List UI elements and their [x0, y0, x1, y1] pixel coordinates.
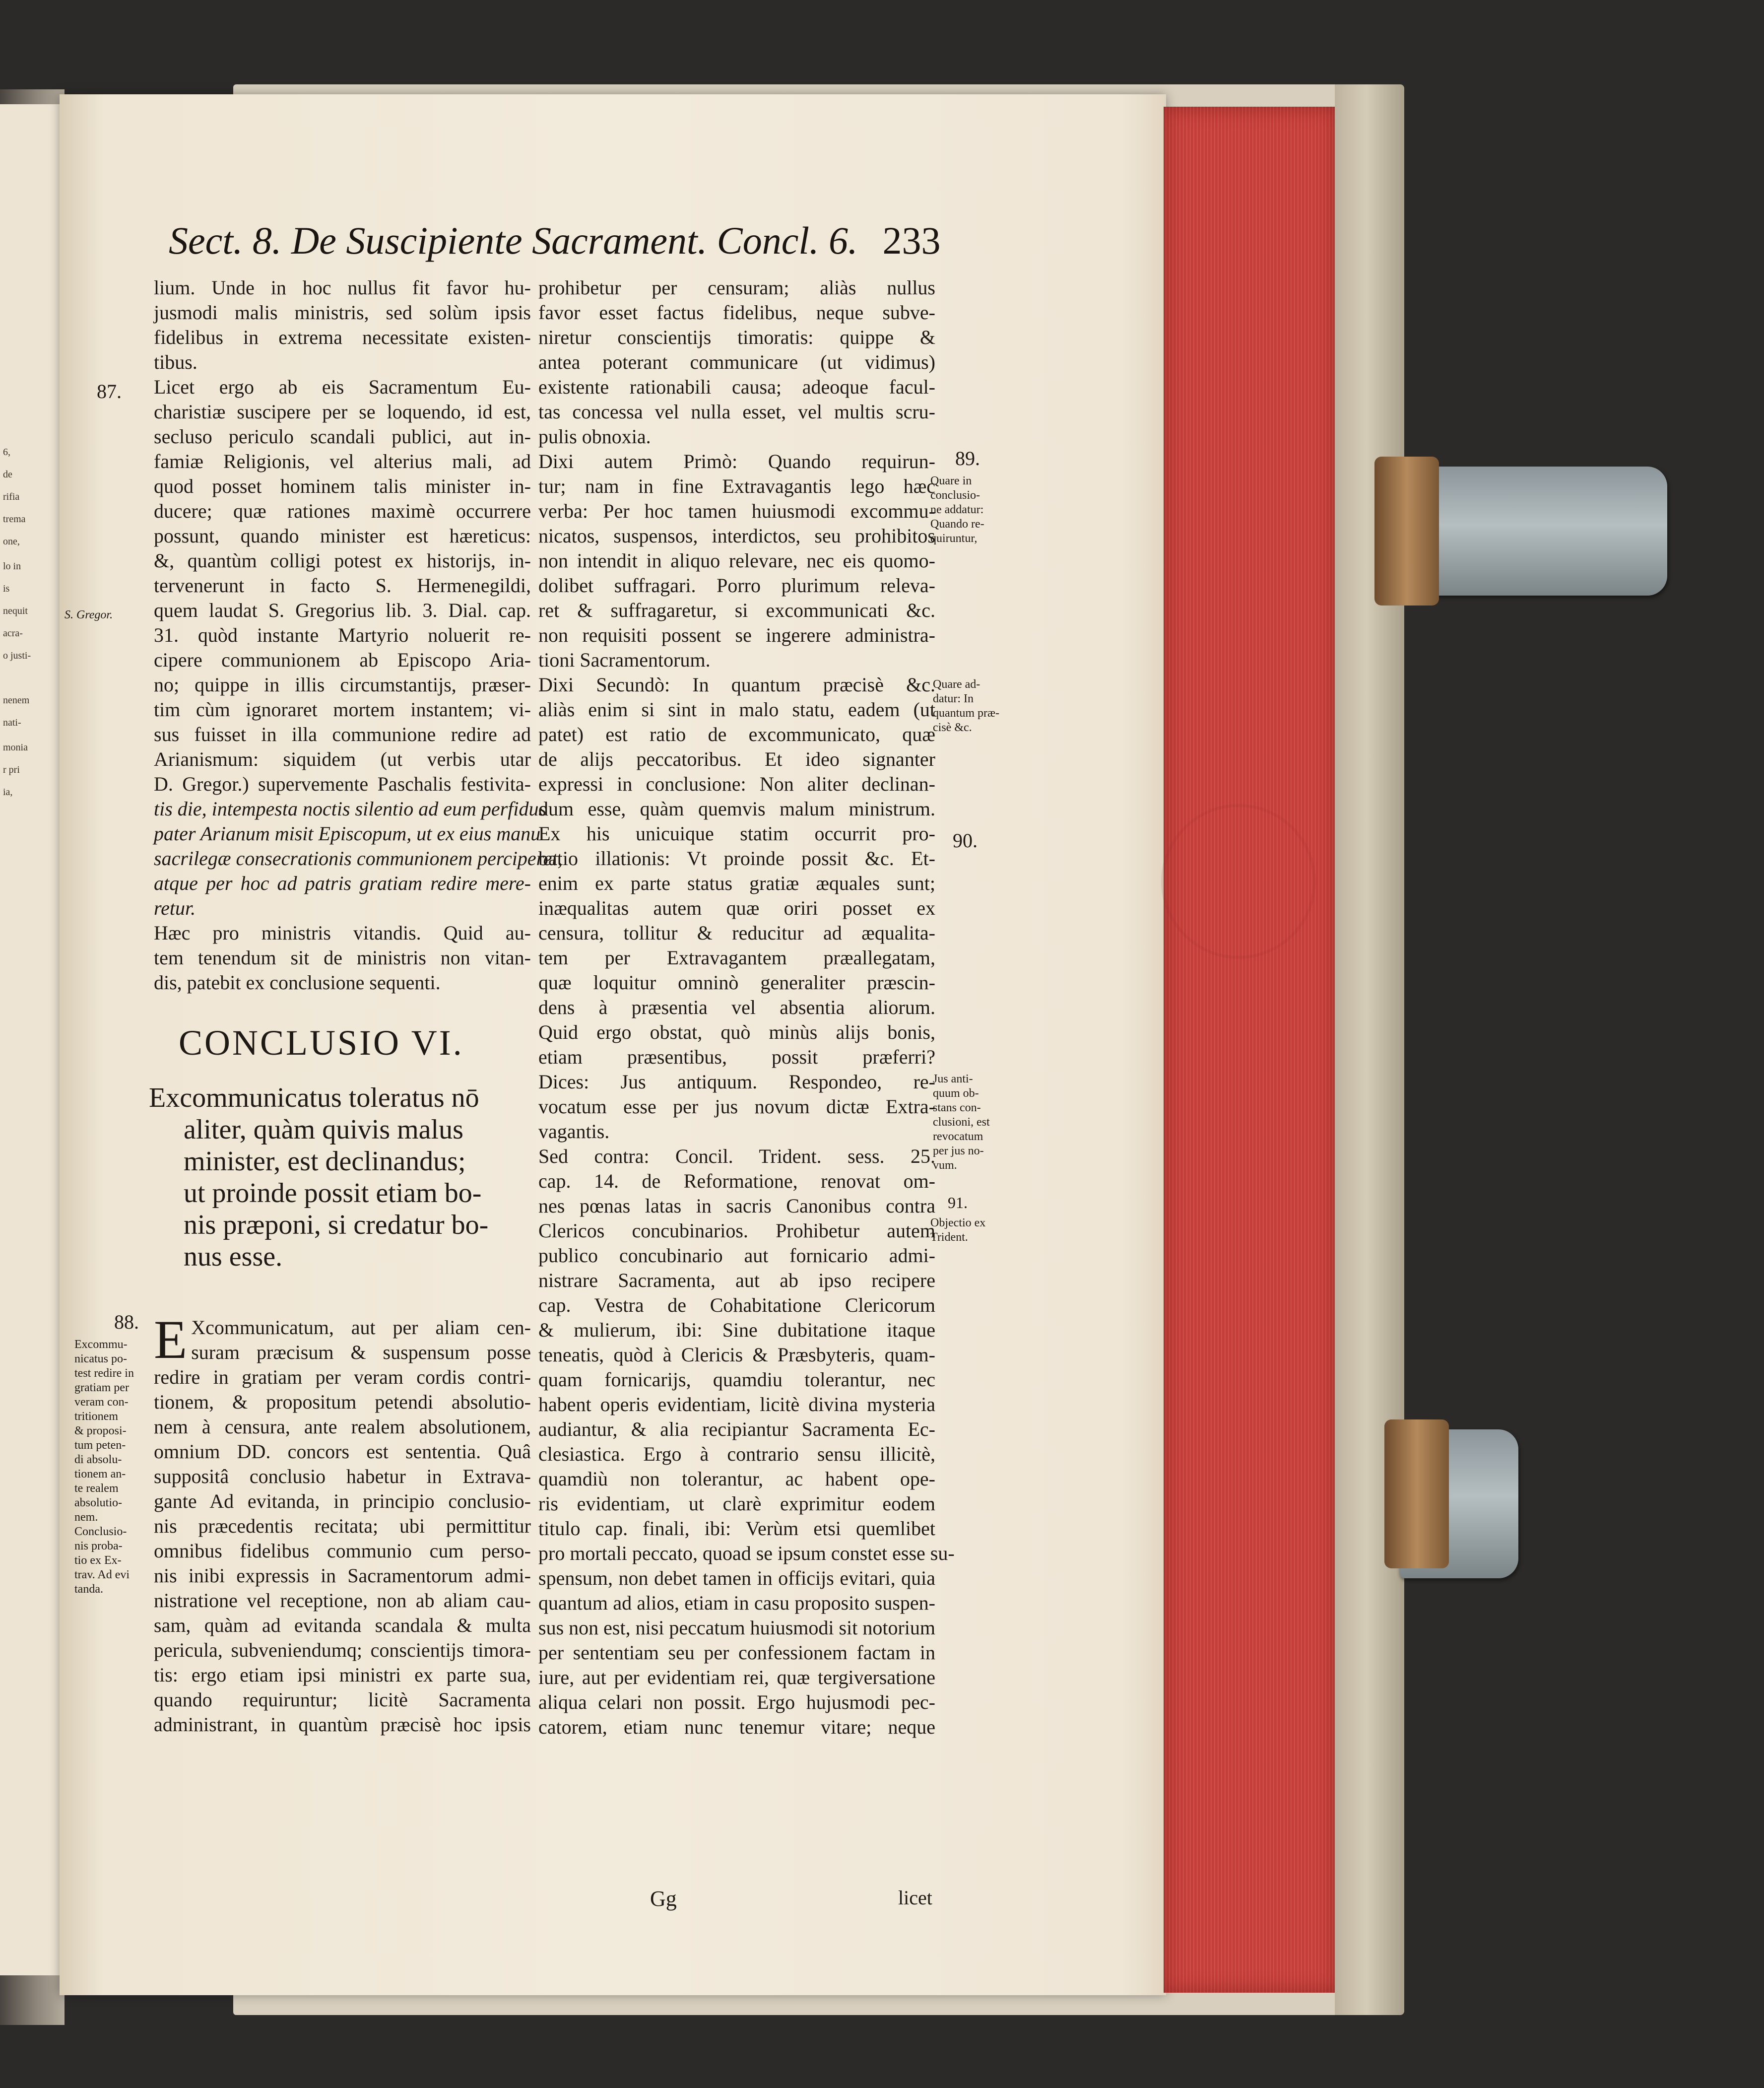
left-page-fragment-text: acra-: [3, 628, 23, 639]
text-line: audiantur, & alia recipiantur Sacramenta Ec-: [538, 1418, 935, 1440]
left-page-fragment-text: ia,: [3, 787, 13, 798]
left-column-bottom: [154, 1309, 531, 1737]
text-line: tem per Extravagantem præallegatam,: [538, 946, 935, 969]
text-line: tervenerunt in facto S. Hermenegildi,: [154, 574, 531, 597]
margin-note-line: quum ob-: [933, 1087, 979, 1100]
margin-note-89b: [933, 677, 1012, 735]
text-line: tis: ergo etiam ipsi ministri ex parte sua,: [154, 1664, 531, 1686]
margin-note-line: Conclusio-: [74, 1525, 127, 1538]
left-page-fragment-text: nequit: [3, 606, 28, 616]
text-line: nicatos, suspensos, interdictos, seu prohibitos: [538, 525, 935, 547]
left-page-fragment-text: r pri: [3, 764, 20, 775]
signature-mark: Gg: [650, 1886, 677, 1911]
margin-note-line: ne addatur:: [930, 503, 984, 516]
text-line: nistratione vel receptione, non ab aliam cau-: [154, 1589, 531, 1612]
margin-note-line: tum peten-: [74, 1439, 126, 1452]
text-line: per sententiam seu per confessionem factam in: [538, 1641, 935, 1664]
text-line: Licet ergo ab eis Sacramentum Eu-: [154, 376, 531, 398]
left-page-fragment-text: trema: [3, 514, 26, 525]
left-page-fragment-text: 6,: [3, 447, 10, 458]
red-page-edges: [1164, 107, 1337, 1993]
page-number: 233: [882, 219, 941, 262]
conclusion-line: minister, est declinandus;: [184, 1146, 466, 1177]
text-line: dens à præsentia vel absentia aliorum.: [538, 996, 935, 1018]
text-line: publico concubinario aut fornicario admi-: [538, 1244, 935, 1267]
margin-note-line: absolutio-: [74, 1496, 122, 1509]
text-line: quam fornicarijs, quamdiu tolerantur, nec: [538, 1368, 935, 1391]
text-line: prohibetur per censuram; aliàs nullus: [538, 276, 935, 299]
margin-note-line: tanda.: [74, 1583, 103, 1596]
text-line: secluso periculo scandali publici, aut in-: [154, 425, 531, 448]
text-line: inæqualitas autem quæ oriri posset ex: [538, 897, 935, 919]
margin-note-line: nem.: [74, 1511, 98, 1524]
text-line: censura, tollitur & reducitur ad æqualita-: [538, 922, 935, 944]
left-page-fragment-text: nati-: [3, 717, 21, 728]
text-line: gante Ad evitanda, in principio conclusio-: [154, 1490, 531, 1512]
margin-note-line: per jus no-: [933, 1145, 984, 1157]
text-line: quantum ad alios, etiam in casu proposito suspen-: [538, 1592, 935, 1614]
text-line: sam, quàm ad evitanda scandala & multa: [154, 1614, 531, 1636]
text-line: nistrare Sacramenta, aut ab ipso recipere: [538, 1269, 935, 1291]
left-page-fragment-text: lo in: [3, 561, 21, 572]
margin-note-line: quiruntur,: [930, 532, 978, 545]
conclusion-line: Excommunicatus toleratus nō: [149, 1082, 479, 1113]
conclusion-line: ut proinde possit etiam bo-: [184, 1178, 482, 1209]
left-column-top: [154, 275, 563, 995]
left-page-fragment-text: nenem: [3, 695, 30, 706]
text-line: existente rationabili causa; adeoque facul-: [538, 376, 935, 398]
margin-note-line: nis proba-: [74, 1540, 123, 1552]
margin-note-line: nicatus po-: [74, 1352, 127, 1365]
text-line: aliàs enim si sint in malo statu, eadem (ut: [538, 698, 935, 721]
margin-note-line: tritionem: [74, 1410, 118, 1423]
header-title: Sect. 8. De Suscipiente Sacrament. Concl. 6.: [169, 219, 858, 262]
text-line: catorem, etiam nunc tenemur vitare; neque: [538, 1716, 935, 1738]
text-line: tur; nam in fine Extravagantis lego hæc: [538, 475, 935, 497]
margin-note-line: vum.: [933, 1159, 957, 1172]
text-line: sacrilegæ consecrationis communionem perciperet,: [154, 847, 563, 870]
paragraph-number-89: 89.: [955, 447, 980, 470]
margin-note-line: Jus anti-: [933, 1073, 973, 1085]
text-line: lium. Unde in hoc nullus fit favor hu-: [154, 276, 531, 299]
text-line: pulis obnoxia.: [538, 425, 651, 448]
text-line: ducere; quæ rationes maximè occurrere: [154, 500, 531, 522]
text-line: tionem, & propositum petendi absolutio-: [154, 1391, 531, 1413]
left-page-fragment-text: o justi-: [3, 650, 31, 661]
paragraph-number-91: 91.: [948, 1194, 968, 1212]
margin-note-line: stans con-: [933, 1101, 981, 1114]
text-line: quem laudat S. Gregorius lib. 3. Dial. cap.: [154, 599, 531, 621]
left-page-fragment-text: is: [3, 583, 10, 594]
margin-note-line: di absolu-: [74, 1453, 122, 1466]
text-line: tas concessa vel nulla esset, vel multis scru-: [538, 401, 935, 423]
text-line: omnium DD. concors est sententia. Quâ: [154, 1440, 531, 1463]
text-line: Dixi autem Primò: Quando requirun-: [538, 450, 935, 472]
text-line: enim ex parte status gratiæ æquales sunt;: [538, 872, 935, 894]
text-line: Xcommunicatum, aut per aliam cen-: [191, 1316, 531, 1339]
text-line: retur.: [154, 897, 196, 919]
text-line: sus non est, nisi peccatum huiusmodi sit notorium: [538, 1617, 935, 1639]
text-line: nis inibi expressis in Sacramentorum admi-: [154, 1564, 531, 1587]
left-page-fragment-text: de: [3, 469, 12, 480]
margin-note-line: Objectio ex: [930, 1216, 986, 1229]
cover-edge-right: [1335, 84, 1404, 2015]
text-line: pater Arianum misit Episcopum, ut ex eius manu: [154, 822, 541, 845]
text-line: non intendit in aliquo relevare, nec eis quomo-: [538, 549, 935, 572]
text-line: &, quantùm colligi potest ex historijs, in-: [154, 549, 531, 572]
text-line: clesiastica. Ergo à contrario sensu illicitè,: [538, 1443, 935, 1465]
text-line: habent operis evidentiam, licitè divina mysteria: [538, 1393, 935, 1415]
conclusion-title: CONCLUSIO VI.: [179, 1023, 464, 1063]
margin-note-line: veram con-: [74, 1396, 129, 1409]
conclusion-line: aliter, quàm quivis malus: [184, 1114, 463, 1145]
margin-note-88: [74, 1338, 154, 1597]
text-line: patet) est ratio de excommunicato, quæ: [538, 723, 935, 745]
text-line: nes pœnas latas in sacris Canonibus contra: [538, 1195, 935, 1217]
text-line: spensum, non debet tamen in officijs evitari, quia: [538, 1567, 935, 1589]
text-line: quod posset hominem talis minister in-: [154, 475, 531, 497]
text-line: suppositâ conclusio habetur in Extrava-: [154, 1465, 531, 1487]
left-page-fragment: [0, 104, 60, 1975]
margin-note-line: te realem: [74, 1482, 119, 1495]
text-line: quando requiruntur; licitè Sacramenta: [154, 1688, 531, 1711]
text-line: possunt, quando minister est hæreticus:: [154, 525, 531, 547]
text-line: cap. Vestra de Cohabitatione Clericorum: [538, 1294, 935, 1316]
text-line: teneatis, quòd à Clericis & Præsbyteris, quam-: [538, 1344, 935, 1366]
text-line: Dixi Secundò: In quantum præcisè &c.: [538, 674, 935, 696]
text-line: pro mortali peccato, quoad se ipsum constet esse su-: [538, 1542, 955, 1564]
text-line: favor esset factus fidelibus, neque subve-: [538, 301, 935, 324]
margin-note-90: [933, 1072, 1012, 1173]
text-line: batio illationis: Vt proinde possit &c. Et-: [538, 847, 935, 870]
margin-note-line: tio ex Ex-: [74, 1554, 122, 1567]
text-line: charistiæ suscipere per se loquendo, id est,: [154, 401, 531, 423]
text-line: vagantis.: [538, 1120, 610, 1143]
margin-note-line: datur: In: [933, 692, 974, 705]
text-line: Arianismum: siquidem (ut verbis utar: [154, 748, 531, 770]
text-line: jusmodi malis ministris, sed solùm ipsis: [154, 301, 531, 324]
text-line: administrant, in quantùm præcisè hoc ipsis: [154, 1713, 531, 1736]
drop-cap: E: [154, 1309, 188, 1370]
margin-note-line: quantum præ-: [933, 707, 999, 720]
text-line: fidelibus in extrema necessitate existen-: [154, 326, 531, 348]
running-header: [169, 218, 941, 263]
text-line: Quid ergo obstat, quò minùs alijs bonis,: [538, 1021, 935, 1043]
text-line: iure, aut per evidentiam rei, quæ tergiversatione: [538, 1666, 935, 1688]
text-line: sus fuisset in illa communione redire ad: [154, 723, 531, 745]
text-line: pericula, subveniendumq; conscientijs timora-: [154, 1639, 531, 1661]
text-line: omnibus fidelibus communio cum perso-: [154, 1540, 531, 1562]
text-line: Clericos concubinarios. Prohibetur autem: [538, 1219, 935, 1242]
text-line: antea poterant communicare (ut vidimus): [538, 351, 935, 373]
text-line: Dices: Jus antiquum. Respondeo, re-: [538, 1071, 935, 1093]
left-page-fragment-text: monia: [3, 742, 28, 753]
conclusion-line: nus esse.: [184, 1241, 283, 1272]
conclusion-statement: [149, 1082, 531, 1273]
margin-note-line: conclusio-: [930, 489, 980, 502]
margin-note-line: Quare in: [930, 474, 972, 487]
margin-note-line: & proposi-: [74, 1424, 127, 1437]
text-line: expressi in conclusione: Non aliter declinan-: [538, 773, 935, 795]
text-line: titulo cap. finali, ibi: Verùm etsi quemlibet: [538, 1517, 935, 1540]
paragraph-number-88: 88.: [114, 1311, 139, 1333]
text-line: tis die, intempesta noctis silentio ad eum perfidus: [154, 798, 547, 820]
catchword: licet: [898, 1886, 932, 1909]
text-line: tem tenendum sit de ministris non vitan-: [154, 946, 531, 969]
text-line: cipere communionem ab Episcopo Aria-: [154, 649, 531, 671]
text-line: & mulierum, ibi: Sine dubitatione itaque: [538, 1319, 935, 1341]
conclusion-line: nis præponi, si credatur bo-: [184, 1210, 489, 1240]
metal-clasp-bottom: [1399, 1429, 1518, 1578]
margin-note-line: tionem an-: [74, 1468, 126, 1481]
text-line: de alijs peccatoribus. Et ideo signanter: [538, 748, 935, 770]
text-line: suram præcisum & suspensum posse: [191, 1341, 531, 1363]
margin-note-line: revocatum: [933, 1130, 983, 1143]
margin-note-89: [930, 474, 1010, 546]
text-line: tim cùm ignoraret mortem instantem; vi-: [154, 698, 531, 721]
library-stamp-ghost: [1161, 804, 1316, 959]
text-line: tioni Sacramentorum.: [538, 649, 711, 671]
text-line: non requisiti possent se ingerere administra-: [538, 624, 935, 646]
metal-clasp-top: [1389, 467, 1667, 596]
left-page-fragment-text: rifia: [3, 491, 20, 502]
text-line: Hæc pro ministris vitandis. Quid au-: [154, 922, 531, 944]
text-line: redire in gratiam per veram cordis contri-: [154, 1366, 531, 1388]
text-line: Ex his unicuique statim occurrit pro-: [538, 822, 935, 845]
text-line: quamdiù non tolerantur, ac habent ope-: [538, 1468, 935, 1490]
text-line: verba: Per hoc tamen huiusmodi excommu-: [538, 500, 935, 522]
text-line: D. Gregor.) supervemente Paschalis festivita-: [154, 773, 531, 795]
text-line: tibus.: [154, 351, 197, 373]
margin-note-line: clusioni, est: [933, 1116, 990, 1129]
margin-note-line: cisè &c.: [933, 721, 972, 734]
text-line: atque per hoc ad patris gratiam redire mere-: [154, 872, 531, 894]
text-line: ris evidentiam, ut clarè exprimitur eodem: [538, 1492, 935, 1515]
text-line: dis, patebit ex conclusione sequenti.: [154, 971, 441, 994]
paragraph-number-87: 87.: [97, 380, 122, 403]
text-line: quæ loquitur omninò generaliter præscin-: [538, 971, 935, 994]
text-line: niretur conscientijs timoratis: quippe &: [538, 326, 935, 348]
paragraph-number-90: 90.: [953, 829, 978, 852]
margin-note-91: [930, 1216, 1010, 1245]
text-line: ret & suffragaretur, si excommunicati &c.: [538, 599, 935, 621]
text-line: dolibet suffragari. Porro plurimum releva-: [538, 574, 935, 597]
margin-note-line: Quando re-: [930, 518, 984, 531]
text-line: etiam præsentibus, possit præferri?: [538, 1046, 935, 1068]
margin-note-line: gratiam per: [74, 1381, 129, 1394]
margin-note-line: Trident.: [930, 1231, 968, 1244]
text-line: Sed contra: Concil. Trident. sess. 25.: [538, 1145, 935, 1167]
text-line: aliqua celari non possit. Ergo hujusmodi pec-: [538, 1691, 935, 1713]
text-line: cap. 14. de Reformatione, renovat om-: [538, 1170, 935, 1192]
text-line: nem à censura, ante realem absolutionem,: [154, 1415, 531, 1438]
margin-note-s-gregor: S. Gregor.: [65, 608, 113, 621]
margin-note-line: Excommu-: [74, 1338, 128, 1351]
text-line: 31. quòd instante Martyrio noluerit re-: [154, 624, 531, 646]
left-page-fragment-text: one,: [3, 536, 20, 547]
text-line: famiæ Religionis, vel alterius mali, ad: [154, 450, 531, 472]
text-line: no; quippe in illis circumstantijs, præser-: [154, 674, 531, 696]
margin-note-line: trav. Ad evi: [74, 1568, 130, 1581]
margin-note-line: test redire in: [74, 1367, 134, 1380]
text-line: vocatum esse per jus novum dictæ Extra-: [538, 1095, 935, 1118]
margin-note-line: Quare ad-: [933, 678, 980, 691]
text-line: dum esse, quàm quemvis malum ministrum.: [538, 798, 935, 820]
text-line: nis præcedentis recitata; ubi permittitur: [154, 1515, 531, 1537]
